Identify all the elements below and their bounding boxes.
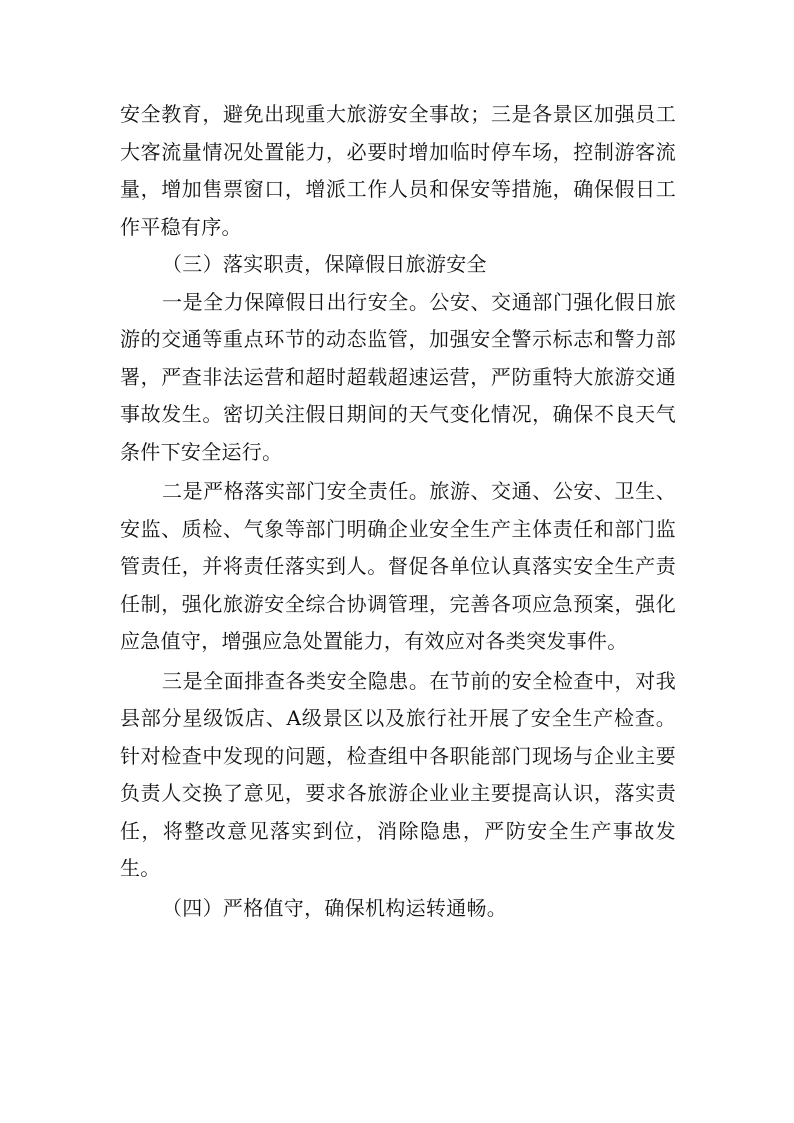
- paragraph-continuation: 安全教育，避免出现重大旅游安全事故；三是各景区加强员工大客流量情况处置能力，必要时增加临时停车场，控制游客流量，增加售票窗口，增派工作人员和保安等措施，确保假日工作平稳有序。: [120, 102, 676, 239]
- paragraph-travel-safety: 一是全力保障假日出行安全。公安、交通部门强化假日旅游的交通等重点环节的动态监管，加强安全警示标志和警力部署，严查非法运营和超时超载超速运营，严防重特大旅游交通事故发生。密切关注假日期间的天气变化情况，确保不良天气条件下安全运行。: [120, 289, 676, 464]
- document-page: [120, 96, 676, 927]
- paragraph-hazard-inspection: 三是全面排查各类安全隐患。在节前的安全检查中，对我县部分星级饭店、A级景区以及旅行社开展了安全生产检查。针对检查中发现的问题，检查组中各职能部门现场与企业主要负责人交换了意见，要求各旅游企业业主要提高认识，落实责任，将整改意见落实到位，消除隐患，严防安全生产事故发生。: [120, 668, 676, 880]
- section-heading-4: （四）严格值守，确保机构运转通畅。: [162, 895, 508, 920]
- paragraph-department-responsibility: 二是严格落实部门安全责任。旅游、交通、公安、卫生、安监、质检、气象等部门明确企业安全生产主体责任和部门监管责任，并将责任落实到人。督促各单位认真落实安全生产责任制，强化旅游安全综合协调管理，完善各项应急预案，强化应急值守，增强应急处置能力，有效应对各类突发事件。: [120, 479, 676, 653]
- section-heading-3: （三）落实职责，保障假日旅游安全: [162, 252, 487, 276]
